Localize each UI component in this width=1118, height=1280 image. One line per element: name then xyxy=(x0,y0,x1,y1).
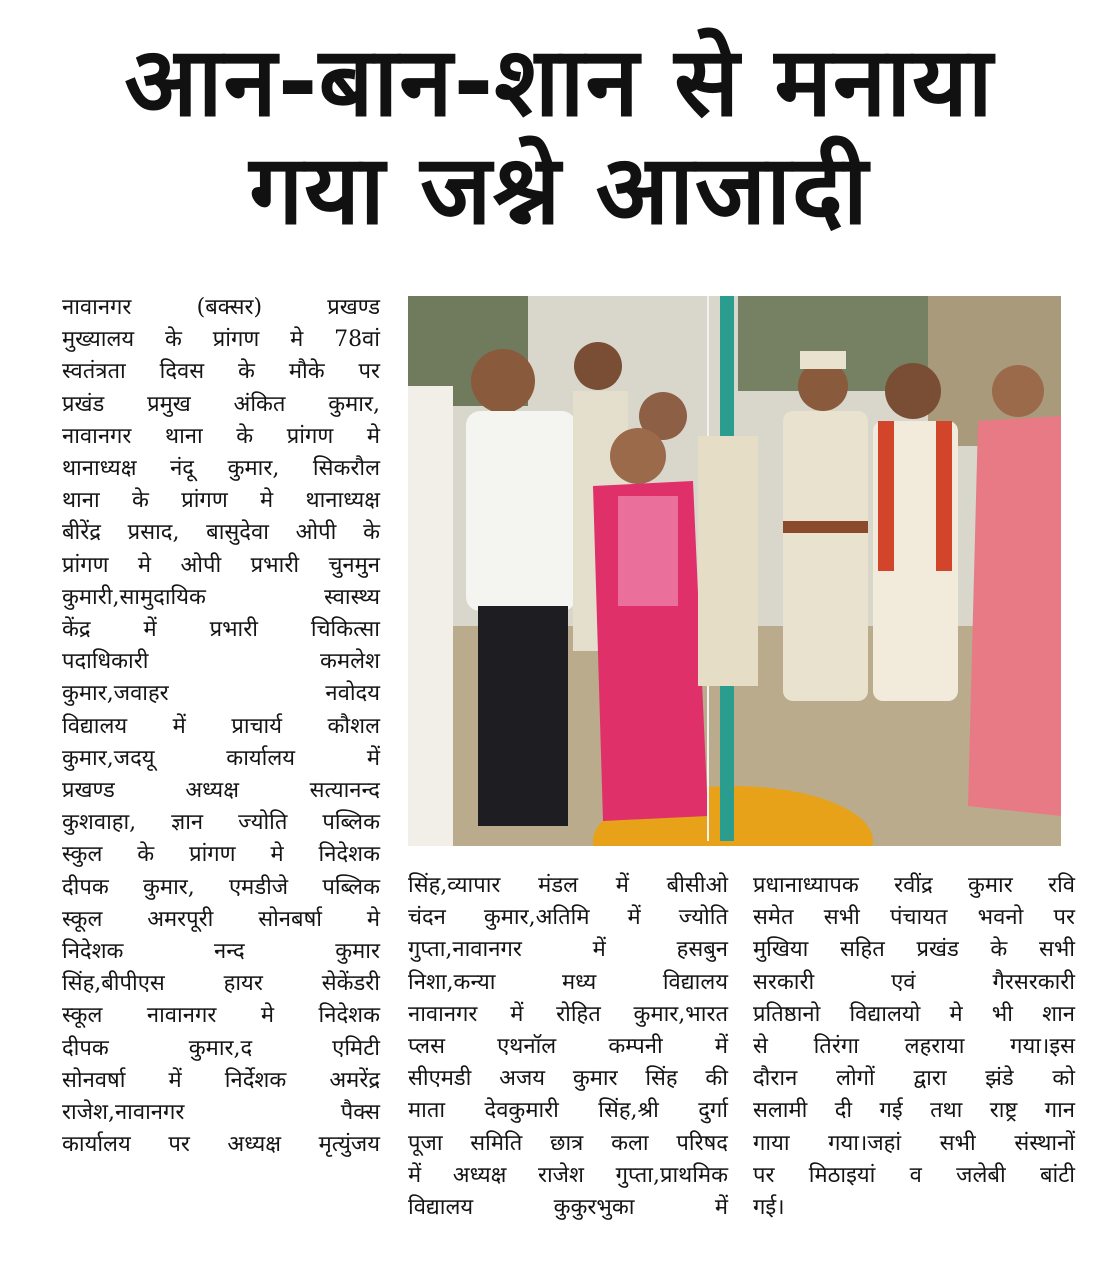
column-3-line: प्रतिष्ठानो विद्यालयो मे भी शान xyxy=(753,1001,1075,1027)
column-1-line: केंद्र में प्रभारी चिकित्सा xyxy=(62,617,380,643)
photo-officer-1-uniform xyxy=(783,411,868,701)
photo-person-2-head xyxy=(574,342,622,390)
photo-woman-2-head xyxy=(992,365,1044,417)
photo-person-1-trousers xyxy=(478,606,568,826)
column-1-line: नावानगर (बक्सर) प्रखण्ड xyxy=(62,295,380,320)
column-2-line: गुप्ता,नावानगर में हसबुन xyxy=(408,937,728,963)
headline-line-2: गया जश्ने आजादी xyxy=(249,134,869,246)
photo-officer-2-uniform xyxy=(698,436,758,686)
column-1-line: मुख्यालय के प्रांगण मे 78वां xyxy=(62,327,380,353)
headline-line-1: आन-बान-शान से मनाया xyxy=(124,26,994,138)
column-1-line: प्रांगण मे ओपी प्रभारी चुनमुन xyxy=(62,552,380,578)
column-1-line: स्वतंत्रता दिवस के मौके पर xyxy=(62,359,380,385)
photo-woman-1-scarf xyxy=(618,496,678,606)
column-2-line: माता देवकुमारी सिंह,श्री दुर्गा xyxy=(408,1098,728,1124)
photo-person-1-head xyxy=(471,349,535,413)
column-1-line: कुमार,जदयू कार्यालय में xyxy=(62,745,380,771)
column-1-line: दीपक कुमार,द एमिटी xyxy=(62,1035,380,1061)
photo-officer-1-belt xyxy=(783,521,868,533)
column-2-line: पूजा समिति छात्र कला परिषद xyxy=(408,1130,728,1156)
column-3-line: मुखिया सहित प्रखंड के सभी xyxy=(753,937,1075,963)
column-1-line: नावानगर थाना के प्रांगण मे xyxy=(62,423,380,449)
column-3-line: गाया गया।जहां सभी संस्थानों xyxy=(753,1130,1075,1156)
column-1-line: राजेश,नावानगर पैक्स xyxy=(62,1100,380,1126)
column-1-line: कुमारी,सामुदायिक स्वास्थ्य xyxy=(62,584,380,610)
column-3-line: गई। xyxy=(753,1195,785,1221)
article-column-3 xyxy=(753,870,1075,1224)
column-2-line: निशा,कन्या मध्य विद्यालय xyxy=(408,969,728,995)
photo-person-1-shirt xyxy=(466,411,576,611)
column-1-line: बीरेंद्र प्रसाद, बासुदेवा ओपी के xyxy=(62,520,380,546)
column-1-line: प्रखण्ड अध्यक्ष सत्यानन्द xyxy=(62,778,380,804)
column-2-line: चंदन कुमार,अतिमि में ज्योति xyxy=(408,905,728,931)
photo-man-stole-left xyxy=(878,421,894,571)
column-1-line: कुशवाहा, ज्ञान ज्योति पब्लिक xyxy=(62,810,380,836)
column-1-line: सिंह,बीपीएस हायर सेकेंडरी xyxy=(62,971,380,997)
photo-woman-1-head xyxy=(610,428,666,484)
column-1-line: निदेशक नन्द कुमार xyxy=(62,939,380,965)
column-1-line: थाना के प्रांगण मे थानाध्यक्ष xyxy=(62,488,380,514)
column-1-line: स्कूल अमरपूरी सोनबर्षा मे xyxy=(62,906,380,932)
photo-officer-1-cap xyxy=(800,351,846,369)
column-2-line: नावानगर में रोहित कुमार,भारत xyxy=(408,1001,728,1027)
column-3-line: से तिरंगा लहराया गया।इस xyxy=(753,1034,1075,1060)
column-1-line: सोनवर्षा में निर्देशक अमरेंद्र xyxy=(62,1067,380,1093)
column-3-line: समेत सभी पंचायत भवनो पर xyxy=(753,905,1075,931)
column-3-line: पर मिठाइयां व जलेबी बांटी xyxy=(753,1162,1075,1188)
column-1-line: स्कूल नावानगर मे निदेशक xyxy=(62,1003,380,1029)
column-1-line: दीपक कुमार, एमडीजे पब्लिक xyxy=(62,874,380,900)
column-3-line: सरकारी एवं गैरसरकारी xyxy=(753,969,1075,995)
column-1-line: विद्यालय में प्राचार्य कौशल xyxy=(62,713,380,739)
photo-illustration xyxy=(408,296,1061,846)
article-column-1 xyxy=(62,292,380,1161)
headline xyxy=(40,28,1078,244)
column-3-line: दौरान लोगों द्वारा झंडे को xyxy=(753,1066,1075,1092)
column-3-line: प्रधानाध्यापक रवींद्र कुमार रवि xyxy=(753,873,1075,898)
column-1-line: स्कुल के प्रांगण मे निदेशक xyxy=(62,842,380,868)
photo-man-stole-right xyxy=(936,421,952,571)
photo-person-left-shirt xyxy=(408,386,453,846)
column-1-line: कार्यालय पर अध्यक्ष मृत्युंजय xyxy=(62,1132,380,1158)
column-2-line: प्लस एथनॉल कम्पनी में xyxy=(408,1034,728,1060)
column-2-line: सीएमडी अजय कुमार सिंह की xyxy=(408,1066,728,1092)
photo-man-stole-head xyxy=(885,363,941,419)
column-2-line: सिंह,व्यापार मंडल में बीसीओ xyxy=(408,873,728,898)
column-2-line: में अध्यक्ष राजेश गुप्ता,प्राथमिक xyxy=(408,1162,728,1188)
column-2-line: विद्यालय कुकुरभुका में xyxy=(408,1195,728,1221)
column-1-line: कुमार,जवाहर नवोदय xyxy=(62,681,380,707)
column-1-line: पदाधिकारी कमलेश xyxy=(62,649,380,675)
flag-hoisting-photo xyxy=(408,296,1061,846)
column-3-line: सलामी दी गई तथा राष्ट्र गान xyxy=(753,1098,1075,1124)
column-1-line: प्रखंड प्रमुख अंकित कुमार, xyxy=(62,391,380,417)
photo-woman-2-saree xyxy=(968,416,1061,816)
article-column-2 xyxy=(408,870,728,1224)
column-1-line: थानाध्यक्ष नंदू कुमार, सिकरौल xyxy=(62,456,380,482)
